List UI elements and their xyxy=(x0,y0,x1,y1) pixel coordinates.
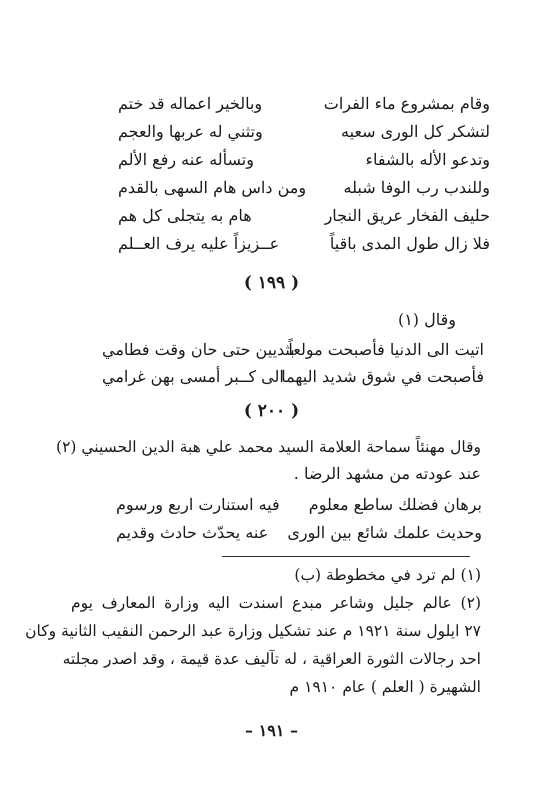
verse-second-hemistich: وتسأله عنه رفع الألم xyxy=(118,150,254,169)
footnote-1: (١) لم ترد في مخطوطة (ب) xyxy=(294,566,481,584)
section-number-200: ( ٢٠٠ ) xyxy=(243,401,300,421)
verse-first-hemistich: وحديث علمك شائع بين الورى xyxy=(287,523,482,542)
verse-first-hemistich: حليف الفخار عريق النجار xyxy=(324,206,490,225)
verse-second-hemistich: فيه استنارت اربع ورسوم xyxy=(116,495,280,514)
verse-row xyxy=(118,93,490,115)
verse-row xyxy=(118,149,490,171)
verse-second-hemistich: الى كــبر أمسى بهن غرامي xyxy=(102,367,284,386)
verse-second-hemistich: عنه يحدّث حادث وقديم xyxy=(116,523,269,542)
footnote-2-line-4: الشهيرة ( العلم ) عام ١٩١٠ م xyxy=(289,678,481,696)
verse-row xyxy=(116,522,482,544)
verse-first-hemistich: فأصبحت في شوق شديد اليهما xyxy=(281,367,484,386)
verse-row xyxy=(118,205,490,227)
footnote-2-line-2: ٢٧ ايلول سنة ١٩٢١ م عند تشكيل وزارة عبد الرحمن النقيب الثانية وكان xyxy=(25,622,481,640)
verse-first-hemistich: وتدعو الأله بالشفاء xyxy=(365,150,490,169)
footnote-2-line-1: (٢) عالم جليل وشاعر مبدع اسندت اليه وزارة المعارف يوم xyxy=(71,594,481,612)
verse-row xyxy=(116,494,482,516)
verse-second-hemistich: وتثني له عربها والعجم xyxy=(118,122,263,141)
verse-second-hemistich: وبالخير اعماله قد ختم xyxy=(118,94,263,113)
verse-first-hemistich: لتشكر كل الورى سعيه xyxy=(341,122,490,141)
verse-row xyxy=(118,121,490,143)
verse-row xyxy=(118,177,490,199)
footnote-divider xyxy=(222,556,470,557)
verse-row xyxy=(102,339,484,361)
verse-second-hemistich: هام به يتجلى كل هم xyxy=(118,206,252,225)
verse-first-hemistich: اتيت الى الدنيا فأصبحت مولعاً xyxy=(288,340,484,359)
section-intro-continued: عند عودته من مشهد الرضا . xyxy=(293,464,481,483)
section-intro: وقال مهنئاً سماحة العلامة السيد محمد علي هبة الدين الحسيني (٢) xyxy=(56,438,481,456)
verse-second-hemistich: ومن داس هام السهى بالقدم xyxy=(118,178,307,197)
verse-first-hemistich: برهان فضلك ساطع معلوم xyxy=(308,495,482,514)
page-number: – ١٩١ – xyxy=(245,721,298,740)
verse-first-hemistich: فلا زال طول المدى باقياً xyxy=(329,234,490,253)
verse-second-hemistich: عــزيزاً عليه يرف العــلم xyxy=(118,234,280,253)
section-number-199: ( ١٩٩ ) xyxy=(243,273,300,293)
verse-first-hemistich: وللندب رب الوفا شبله xyxy=(343,178,490,197)
verse-row xyxy=(102,366,484,388)
verse-first-hemistich: وقام بمشروع ماء الفرات xyxy=(323,94,490,113)
verse-second-hemistich: بثديين حتى حان وقت فطامي xyxy=(102,340,295,359)
verse-row xyxy=(118,233,490,255)
footnote-2-line-3: احد رجالات الثورة العراقية ، له تآليف عدة قيمة ، وقد اصدر مجلته xyxy=(62,650,481,668)
section-intro: وقال (١) xyxy=(397,310,456,329)
